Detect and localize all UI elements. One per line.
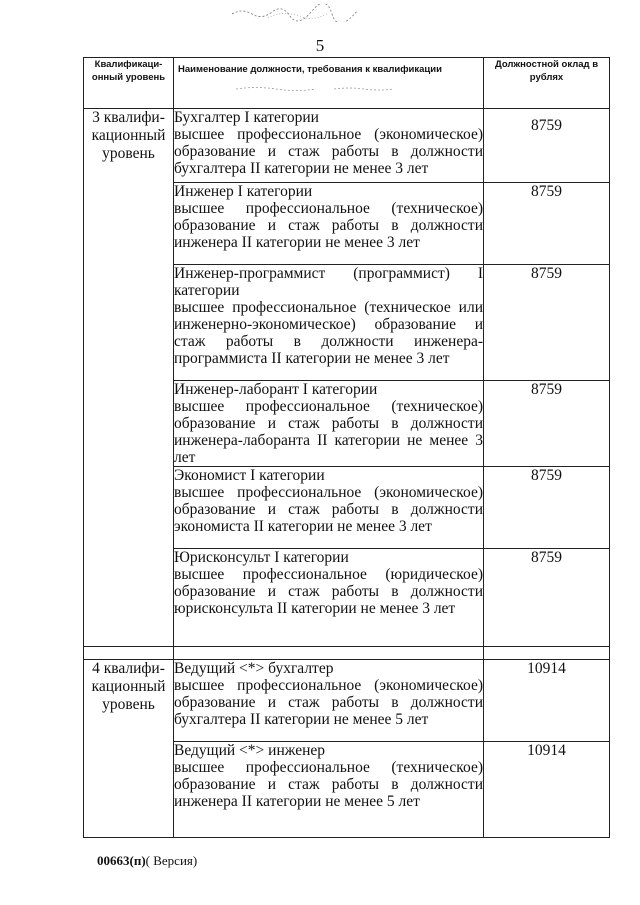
position-cell	[174, 742, 484, 838]
position-title: Инженер I категории	[174, 183, 313, 200]
position-cell	[174, 549, 484, 647]
position-cell	[174, 381, 484, 467]
position-requirement: высшее профессиональное (техническое) образование и стаж работы в должности инженера-лаборанта II категории не менее 3 лет	[174, 398, 483, 466]
document-footer	[97, 853, 197, 869]
salary-cell: 8759	[484, 183, 610, 265]
position-cell	[174, 109, 484, 183]
spacer-cell	[84, 647, 174, 660]
spacer-cell	[174, 647, 484, 660]
position-cell	[174, 265, 484, 381]
header-salary: Должностной оклад в рублях	[484, 58, 610, 109]
page-number: 5	[315, 36, 325, 55]
position-requirement: высшее профессиональное (техническое или инженерно-экономическое) образование и стаж работы в должности инженера-программиста II категории не менее 3 лет	[174, 299, 483, 367]
spacer-cell	[484, 647, 610, 660]
table-header-row	[84, 58, 610, 109]
salary-cell: 8759	[484, 549, 610, 647]
position-title: Юрисконсульт I категории	[174, 549, 349, 566]
position-requirement: высшее профессиональное (экономическое) образование и стаж работы в должности бухгалтера II категории не менее 5 лет	[174, 677, 483, 728]
salary-cell: 8759	[484, 467, 610, 549]
position-title: Инженер-лаборант I категории	[174, 381, 378, 398]
position-cell	[174, 183, 484, 265]
table-body	[84, 109, 610, 838]
header-position	[174, 58, 484, 109]
salary-cell: 10914	[484, 742, 610, 838]
scan-smudge	[234, 85, 404, 93]
salary-table	[83, 57, 610, 838]
scan-artifact-marks	[228, 4, 368, 22]
footer-note: ( Версия)	[145, 853, 198, 868]
position-title: Ведущий <*> бухгалтер	[174, 660, 334, 677]
salary-cell: 8759	[484, 109, 610, 183]
position-title: Экономист I категории	[174, 467, 325, 484]
position-title: Бухгалтер I категории	[174, 109, 319, 126]
position-cell	[174, 660, 484, 742]
position-requirement: высшее профессиональное (техническое) образование и стаж работы в должности инженера II категории не менее 3 лет	[174, 200, 483, 251]
position-cell	[174, 467, 484, 549]
table-row	[84, 660, 610, 742]
position-requirement: высшее профессиональное (юридическое) образование и стаж работы в должности юрисконсульта II категории не менее 3 лет	[174, 566, 483, 617]
footer-code: 00663(п)	[97, 853, 146, 868]
position-requirement: высшее профессиональное (техническое) образование и стаж работы в должности инженера II категории не менее 5 лет	[174, 759, 483, 810]
qualification-level-label: 4 квалифи-кационный уровень	[91, 660, 166, 713]
group-spacer-row	[84, 647, 610, 660]
salary-cell: 8759	[484, 265, 610, 381]
qualification-level-label: 3 квалифи-кационный уровень	[91, 109, 166, 162]
table-row	[84, 109, 610, 183]
salary-cell: 8759	[484, 381, 610, 467]
position-title: Инженер-программист (программист) I категории	[174, 265, 483, 299]
position-requirement: высшее профессиональное (экономическое) образование и стаж работы в должности бухгалтера II категории не менее 3 лет	[174, 126, 483, 177]
position-requirement: высшее профессиональное (экономическое) образование и стаж работы в должности экономиста II категории не менее 3 лет	[174, 484, 483, 535]
position-title: Ведущий <*> инженер	[174, 742, 326, 759]
salary-cell: 10914	[484, 660, 610, 742]
header-position-label: Наименование должности, требования к квалификации	[178, 64, 442, 75]
qualification-level-cell	[84, 109, 174, 647]
qualification-level-cell	[84, 660, 174, 838]
header-level: Квалификаци-онный уровень	[84, 58, 174, 109]
